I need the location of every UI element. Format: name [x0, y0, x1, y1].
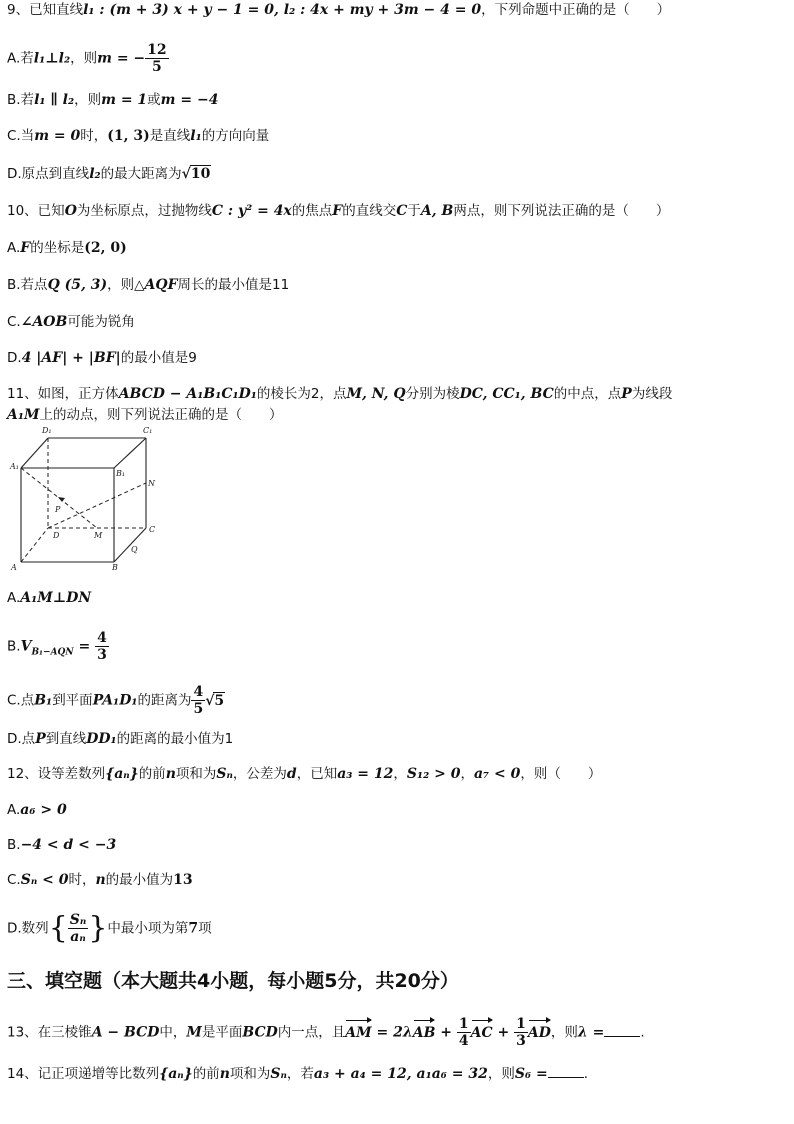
q13-tet: A − BCD — [91, 1024, 160, 1041]
q9-option-c — [7, 126, 269, 146]
q11-c-den: 5 — [193, 701, 204, 717]
q14-answer-blank[interactable] — [548, 1065, 584, 1078]
q11-edges: DC, CC₁, BC — [459, 386, 554, 402]
q11-option-d — [7, 729, 233, 749]
q11-d: 的中点，点 — [553, 386, 622, 402]
q10-d: 的直线交 — [342, 203, 397, 219]
q13-b: 中， — [159, 1024, 187, 1041]
q9-d-root: 10 — [190, 166, 211, 182]
q12-c-math: Sₙ < 0 — [20, 872, 69, 888]
q11-c-root: 5 — [214, 692, 225, 709]
q10-b-suffix: 周长的最小值是11 — [177, 277, 290, 293]
q12-option-c — [7, 870, 193, 890]
q9-d-l: l₂ — [89, 166, 101, 182]
q9-c-mid: 时， — [80, 128, 108, 144]
q9-a-den: 5 — [152, 59, 162, 75]
section3-title: 三、填空题（本大题共4小题，每小题5分，共20分） — [7, 970, 459, 992]
q11-a-math: A₁M⊥DN — [20, 590, 92, 606]
q11-c-radical: √5 — [205, 692, 225, 709]
q13-M: M — [186, 1024, 202, 1041]
q10-c-prefix: C. — [7, 314, 21, 330]
q12-d-suffix: 项 — [198, 920, 212, 937]
q9-stem-suffix: ，下列命题中正确的是（ ） — [481, 2, 671, 18]
q12-f: ，则（ ） — [520, 766, 602, 782]
q12-c: 项和为 — [175, 766, 217, 782]
q12-dvar: d — [286, 766, 297, 782]
q9-lines-eq: l₁ : (m + 3) x + y − 1 = 0, l₂ : 4x + my + 3m − 4 = 0 — [83, 2, 482, 18]
q11-option-c — [7, 684, 225, 717]
q12-stem — [7, 764, 601, 784]
point-P-marker — [58, 497, 65, 502]
q11-c-mid2: 的距离为 — [137, 692, 192, 709]
q13-stem — [7, 1016, 645, 1049]
q10-b-mid: ，则△ — [107, 277, 145, 293]
q14-seq: {aₙ} — [159, 1066, 193, 1082]
q11-a: 11、如图，正方体 — [7, 386, 119, 402]
q9-a-mid: ，则 — [70, 50, 98, 67]
q11-b-num: 4 — [97, 630, 107, 646]
q11-b-sub: B₁−AQN — [31, 647, 74, 658]
segment-DN — [48, 483, 146, 528]
q10-a: 10、已知 — [7, 203, 65, 219]
q10-parabola: C : y² = 4x — [211, 203, 292, 219]
q10-e: 于 — [407, 203, 421, 219]
q12-option-d — [7, 912, 212, 945]
q12-d-den: aₙ — [70, 929, 86, 945]
q13-c: 是平面 — [201, 1024, 243, 1041]
q10-option-d — [7, 348, 197, 368]
label-C1: C₁ — [143, 426, 153, 435]
q12-c-prefix: C. — [7, 872, 21, 888]
q13-vec-AD: AD — [527, 1024, 551, 1041]
q10-a-mid: 的坐标是 — [30, 240, 85, 256]
q12-n: n — [165, 766, 176, 782]
q12-d-val: 7 — [188, 920, 199, 937]
q14-b: 的前 — [192, 1066, 220, 1082]
q11-c-B1: B₁ — [34, 692, 53, 709]
label-A: A — [11, 563, 17, 572]
q9-a-math: l₁⊥l₂ — [33, 50, 71, 67]
q13-f2-num: 1 — [516, 1016, 526, 1032]
q12-e: ，已知 — [296, 766, 338, 782]
q11-b-prefix: B. — [7, 638, 21, 655]
q11-b-V: V — [20, 638, 32, 655]
q10-b-Q: Q (5, 3) — [47, 277, 108, 293]
q11-b-eq: = — [73, 638, 96, 655]
q13-plus2: + — [492, 1024, 515, 1041]
label-P: P — [55, 505, 61, 514]
q11-f: 上的动点，则下列说法正确的是（ ） — [39, 407, 283, 423]
q12-d-left-brace: { — [48, 910, 68, 946]
q9-b-prefix: B.若 — [7, 92, 35, 108]
q10-d-suffix: 的最小值是9 — [120, 350, 197, 366]
q9-a-eq: m = − — [97, 50, 146, 67]
q12-c-mid: 时， — [68, 872, 96, 888]
q13-eq: = 2λ — [371, 1024, 413, 1041]
q11-d-mid: 到直线 — [45, 731, 87, 747]
q12-a-prefix: A. — [7, 802, 21, 818]
cube-figure — [8, 424, 158, 574]
edge-A1D1 — [21, 438, 48, 468]
q14-c: 项和为 — [229, 1066, 271, 1082]
q9-stem — [7, 0, 670, 20]
q11-d-line: DD₁ — [86, 731, 117, 747]
q10-c: 的焦点 — [291, 203, 333, 219]
q14-end: . — [583, 1066, 589, 1082]
q12-d-num: Sₙ — [69, 912, 87, 928]
q11-e: 为线段 — [631, 386, 673, 402]
q14-cond: a₃ + a₄ = 12, a₁a₆ = 32 — [313, 1066, 488, 1082]
q9-b-math: l₁ ∥ l₂ — [34, 92, 75, 108]
q11-d-prefix: D.点 — [7, 731, 36, 747]
q12-sep1: ， — [393, 766, 407, 782]
q12-b-math: −4 < d < −3 — [20, 837, 117, 853]
q10-d-math: 4 |AF| + |BF| — [21, 350, 121, 366]
q10-stem — [7, 201, 669, 221]
q13-end: . — [640, 1024, 645, 1041]
q12-b-prefix: B. — [7, 837, 21, 853]
q9-a-prefix: A.若 — [7, 50, 34, 67]
q11-option-b — [7, 630, 109, 663]
q12-d: ，公差为 — [232, 766, 287, 782]
q11-b-den: 3 — [97, 647, 107, 663]
label-N: N — [148, 479, 155, 488]
q10-c-angle: ∠AOB — [20, 314, 68, 330]
q10-d-prefix: D. — [7, 350, 22, 366]
q9-d-prefix: D.原点到直线 — [7, 166, 90, 182]
q13-vec-AB: AB — [412, 1024, 436, 1041]
q11-d-P: P — [35, 731, 46, 747]
q13-vec-AC: AC — [470, 1024, 493, 1041]
q11-cube: ABCD − A₁B₁C₁D₁ — [118, 386, 257, 402]
q12-Sn: Sₙ — [216, 766, 233, 782]
q9-c-math: m = 0 — [34, 128, 81, 144]
q10-option-a — [7, 238, 127, 258]
q9-option-a — [7, 42, 169, 75]
q11-stem-line2 — [7, 405, 283, 425]
q12-sep2: ， — [460, 766, 474, 782]
q11-c: 分别为棱 — [405, 386, 460, 402]
q11-P: P — [621, 386, 632, 402]
q13-lambda: λ = — [577, 1024, 605, 1041]
q9-c-l: l₁ — [190, 128, 202, 144]
q12-c3: a₇ < 0 — [473, 766, 521, 782]
q10-c-suffix: 可能为锐角 — [67, 314, 135, 330]
q9-b-or: 或 — [147, 92, 161, 108]
q14-n: n — [219, 1066, 230, 1082]
q9-d-radical: √10 — [181, 166, 211, 182]
q11-b-fraction — [95, 630, 109, 663]
q12-d-prefix: D.数列 — [7, 920, 49, 937]
q11-a-prefix: A. — [7, 590, 21, 606]
q14-S6: S₆ = — [514, 1066, 548, 1082]
q12-d-fraction — [68, 912, 89, 945]
q11-c-plane: PA₁D₁ — [92, 692, 138, 709]
q9-d-mid: 的最大距离为 — [100, 166, 182, 182]
q10-a-coord: (2, 0) — [84, 240, 127, 256]
q13-answer-blank[interactable] — [604, 1024, 640, 1037]
q10-b-tri: AQF — [144, 277, 178, 293]
q14-Sn: Sₙ — [270, 1066, 287, 1082]
q11-pts: M, N, Q — [346, 386, 406, 402]
q12-c1: a₃ = 12 — [337, 766, 394, 782]
q10-option-b — [7, 275, 289, 295]
q10-C: C — [396, 203, 408, 219]
q11-c-num: 4 — [193, 684, 204, 700]
label-Q: Q — [131, 545, 138, 554]
q12-c-n: n — [95, 872, 106, 888]
q13-frac2 — [514, 1016, 528, 1049]
q10-a-F: F — [20, 240, 31, 256]
q9-c-prefix: C.当 — [7, 128, 35, 144]
q13-e: ，则 — [550, 1024, 578, 1041]
q9-b-eq1: m = 1 — [101, 92, 148, 108]
q13-d: 内一点，且 — [277, 1024, 346, 1041]
q13-plus1: + — [435, 1024, 457, 1041]
label-B1: B₁ — [116, 469, 126, 478]
q9-c-suffix: 的方向向量 — [201, 128, 270, 144]
q10-f: 两点，则下列说法正确的是（ ） — [453, 203, 670, 219]
q13-f2-den: 3 — [516, 1033, 526, 1049]
label-C: C — [149, 525, 156, 534]
q10-b: 为坐标原点，过抛物线 — [76, 203, 212, 219]
q13-f1-num: 1 — [458, 1016, 469, 1032]
q9-a-fraction — [145, 42, 168, 75]
label-M: M — [94, 531, 103, 540]
edge-BC — [114, 528, 146, 562]
edge-B1C1 — [114, 438, 146, 468]
label-B: B — [112, 563, 118, 572]
q10-a-prefix: A. — [7, 240, 21, 256]
label-D: D — [53, 531, 60, 540]
q10-b-prefix: B.若点 — [7, 277, 48, 293]
q9-option-b — [7, 90, 218, 110]
q12-c-val: 13 — [173, 872, 193, 888]
q10-O: O — [64, 203, 77, 219]
q12-seq: {aₙ} — [105, 766, 139, 782]
q11-stem-line1 — [7, 384, 672, 404]
edge-AD — [21, 528, 48, 562]
q11-d-suffix: 的距离的最小值为1 — [116, 731, 234, 747]
q13-f1-den: 4 — [458, 1033, 469, 1049]
q13-a: 13、在三棱锥 — [7, 1024, 92, 1041]
q11-b: 的棱长为2，点 — [256, 386, 347, 402]
q12-option-a — [7, 800, 67, 820]
q14-d: ，若 — [286, 1066, 314, 1082]
q11-seg: A₁M — [7, 407, 40, 423]
q11-c-mid: 到平面 — [52, 692, 93, 709]
q12-c2: S₁₂ > 0 — [406, 766, 461, 782]
q12-c-suffix: 的最小值为 — [105, 872, 174, 888]
q10-F: F — [332, 203, 343, 219]
label-D1: D₁ — [42, 426, 52, 435]
q13-plane: BCD — [242, 1024, 278, 1041]
q12-a-math: a₆ > 0 — [20, 802, 67, 818]
q10-AB: A, B — [420, 203, 454, 219]
q9-b-mid: ，则 — [74, 92, 102, 108]
q9-c-mid2: 是直线 — [149, 128, 191, 144]
q11-option-a — [7, 588, 91, 608]
q10-option-c — [7, 312, 135, 332]
q14-stem — [7, 1064, 588, 1084]
q11-c-prefix: C.点 — [7, 692, 35, 709]
q9-option-d — [7, 164, 211, 184]
q9-a-num: 12 — [147, 42, 167, 58]
q11-c-fraction — [191, 684, 205, 717]
q12-d-right-brace: } — [88, 910, 108, 946]
q12-a: 12、设等差数列 — [7, 766, 106, 782]
q12-b: 的前 — [138, 766, 166, 782]
q9-c-vec: (1, 3) — [107, 128, 150, 144]
q12-option-b — [7, 835, 116, 855]
q9-b-eq2: m = −4 — [160, 92, 219, 108]
q13-frac1 — [457, 1016, 471, 1049]
q9-stem-prefix: 9、已知直线 — [7, 2, 84, 18]
label-A1: A₁ — [10, 462, 19, 471]
q14-e: ，则 — [487, 1066, 515, 1082]
q14-a: 14、记正项递增等比数列 — [7, 1066, 160, 1082]
q12-d-mid: 中最小项为第 — [107, 920, 189, 937]
q13-vec-AM: AM — [345, 1024, 372, 1041]
